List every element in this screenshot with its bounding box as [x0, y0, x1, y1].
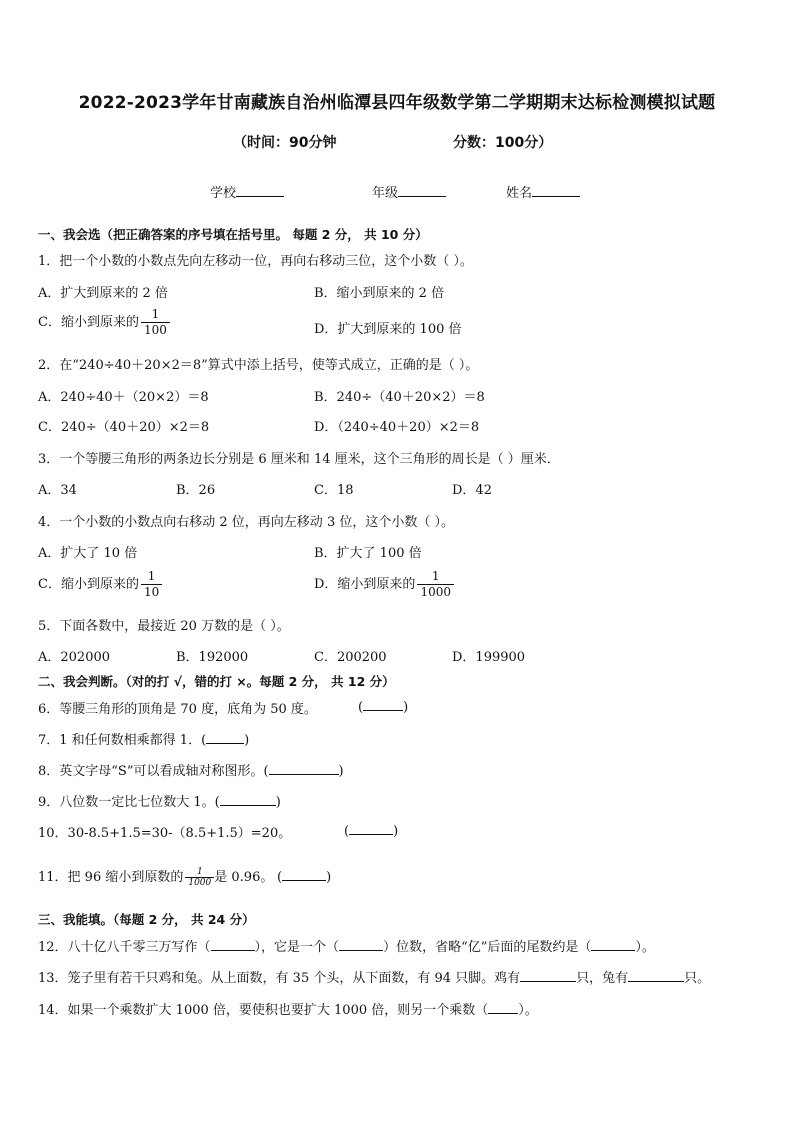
q4-option-d[interactable]: [314, 569, 454, 600]
question-6: [38, 698, 317, 717]
q12-blank-2[interactable]: [339, 938, 383, 951]
question-1: 1．把一个小数的小数点先向左移动一位，再向右移动三位，这个小数（ ）。: [38, 254, 473, 269]
section-3-heading: 三、我能填。（每题 2 分， 共 24 分）: [38, 912, 255, 927]
q3-option-a[interactable]: A．34: [38, 483, 77, 498]
name-field[interactable]: [506, 182, 580, 201]
q13-blank-chickens[interactable]: [520, 969, 576, 982]
school-label: 学校: [210, 186, 237, 201]
grade-blank[interactable]: [398, 184, 446, 197]
q4-option-a[interactable]: A．扩大了 10 倍: [38, 546, 138, 561]
page-title: 2022-2023学年甘南藏族自治州临潭县四年级数学第二学期期末达标检测模拟试题: [78, 93, 716, 113]
q10-answer-blank[interactable]: ( ): [344, 824, 399, 839]
question-3: 3．一个等腰三角形的两条边长分别是 6 厘米和 14 厘米，这个三角形的周长是（ ）厘米．: [38, 452, 560, 467]
q5-option-c[interactable]: C．200200: [314, 650, 387, 665]
fraction: $\frac{1}{100}$: [141, 307, 170, 338]
q6-answer-blank[interactable]: ( ): [358, 700, 409, 715]
question-14: 14．如果一个乘数扩大 1000 倍，要使积也要扩大 1000 倍，则另一个乘数（ ）。: [38, 1003, 538, 1018]
question-4: 4．一个小数的小数点向右移动 2 位，再向左移动 3 位，这个小数（ ）。: [38, 515, 454, 530]
q4-option-c[interactable]: [38, 569, 162, 600]
q3-option-d[interactable]: D．42: [452, 483, 492, 498]
q7-answer-blank[interactable]: [206, 731, 244, 744]
q1-option-d[interactable]: D．扩大到原来的 100 倍: [314, 322, 462, 337]
q5-option-d[interactable]: D．199900: [452, 650, 526, 665]
q1-option-a[interactable]: A．扩大到原来的 2 倍: [38, 286, 168, 301]
question-10: 10．30-8.5+1.5=30-（8.5+1.5）=20。: [38, 826, 292, 841]
school-blank[interactable]: [236, 184, 284, 197]
q3-option-b[interactable]: B．26: [176, 483, 216, 498]
section-2-heading: 二、我会判断。（对的打 √，错的打 ×。每题 2 分， 共 12 分）: [38, 674, 395, 689]
q1-option-b[interactable]: B．缩小到原来的 2 倍: [314, 286, 445, 301]
section-1-heading: 一、我会选（把正确答案的序号填在括号里。 每题 2 分， 共 10 分）: [38, 227, 428, 242]
fraction: $\frac{1}{10}$: [141, 569, 162, 600]
q8-answer-blank[interactable]: [269, 762, 339, 775]
q2-option-b[interactable]: B．240÷（40＋20×2）＝8: [314, 390, 485, 405]
question-7-text: 7．1 和任何数相乘都得 1．(: [38, 733, 207, 748]
q12-blank-3[interactable]: [591, 938, 635, 951]
q5-option-b[interactable]: B．192000: [176, 650, 249, 665]
q13-blank-rabbits[interactable]: [628, 969, 684, 982]
q2-option-c[interactable]: C．240÷（40＋20）×2＝8: [38, 420, 210, 435]
q2-option-d[interactable]: D．（240÷40＋20）×2＝8: [314, 420, 480, 435]
grade-label: 年级: [372, 186, 399, 201]
q4-option-c-label: C．缩小到原来的: [38, 577, 139, 592]
exam-score: 分数：100分）: [453, 135, 553, 151]
q11-answer-blank[interactable]: ( ): [277, 870, 332, 885]
question-13: 13．笼子里有若干只鸡和兔。从上面数，有 35 个头，从下面数，有 94 只脚。鸡有 只，兔有 只。: [38, 971, 711, 986]
question-2: 2．在“240÷40＋20×2＝8”算式中添上括号，使等式成立，正确的是（ ）。: [38, 358, 479, 373]
name-label: 姓名: [506, 186, 533, 201]
question-7: 7．1 和任何数相乘都得 1．( ): [38, 733, 250, 748]
fraction: $\frac{1}{1000}$: [417, 569, 454, 600]
question-12: 12．八十亿八千零三万写作（ ），它是一个（ ）位数，省略“亿”后面的尾数约是（ ）。: [38, 940, 655, 955]
q5-option-a[interactable]: A．202000: [38, 650, 111, 665]
question-8-text: 8．英文字母“S”可以看成轴对称图形。(: [38, 764, 269, 779]
q2-option-a[interactable]: A．240÷40＋（20×2）＝8: [38, 390, 209, 405]
question-6-text: 6．等腰三角形的顶角是 70 度，底角为 50 度。: [38, 702, 317, 717]
q4-option-b[interactable]: B．扩大了 100 倍: [314, 546, 422, 561]
question-11: 11．把 96 缩小到原数的 $\frac{1}{1000}$ 是 0.96。: [38, 867, 274, 888]
fraction: $\frac{1}{1000}$: [185, 867, 214, 888]
exam-time: （时间：90分钟: [233, 135, 337, 151]
q9-answer-blank[interactable]: [220, 793, 276, 806]
q1-option-c-label: C．缩小到原来的: [38, 315, 139, 330]
school-field[interactable]: [210, 182, 284, 201]
question-5: 5．下面各数中，最接近 20 万数的是（ ）。: [38, 619, 290, 634]
grade-field[interactable]: [372, 182, 446, 201]
question-8: 8．英文字母“S”可以看成轴对称图形。( ): [38, 764, 344, 779]
q4-option-d-label: D．缩小到原来的: [314, 577, 416, 592]
question-9-text: 9．八位数一定比七位数大 1。(: [38, 795, 220, 810]
q12-blank-1[interactable]: [211, 938, 255, 951]
q3-option-c[interactable]: C．18: [314, 483, 354, 498]
name-blank[interactable]: [532, 184, 580, 197]
question-11-text: 11．把 96 缩小到原数的: [38, 870, 184, 885]
question-9: 9．八位数一定比七位数大 1。( ): [38, 795, 281, 810]
q14-answer-blank[interactable]: [488, 1001, 518, 1014]
q1-option-c[interactable]: [38, 307, 170, 338]
